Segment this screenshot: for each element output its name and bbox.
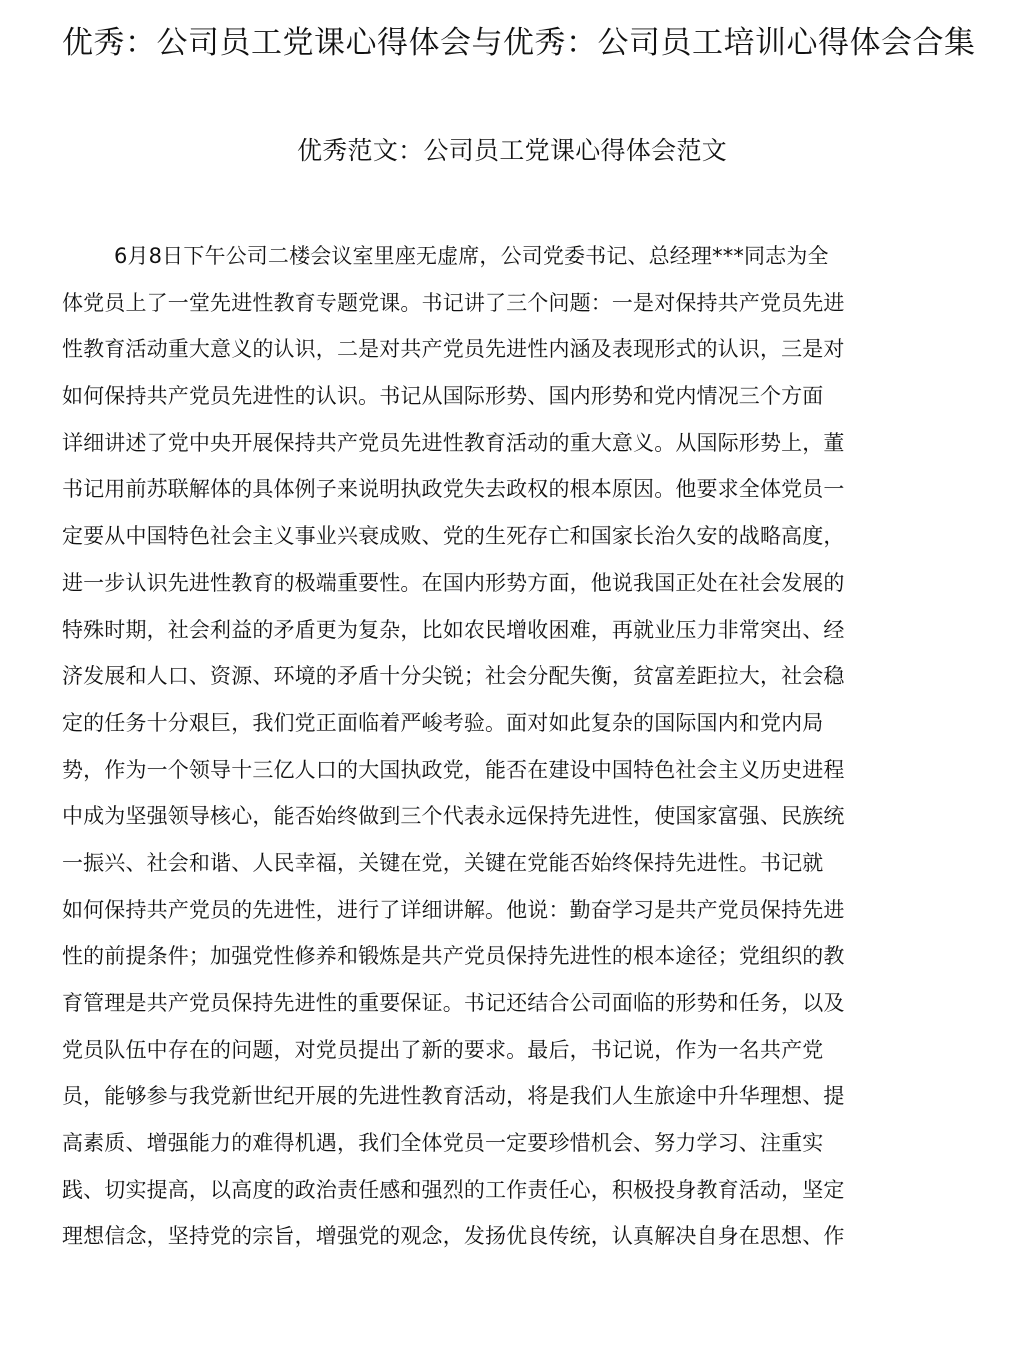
- paragraph-line: 如何保持共产党员的先进性，进行了详细讲解。他说：勤奋学习是共产党员保持先进: [62, 897, 845, 922]
- paragraph-line: 定的任务十分艰巨，我们党正面临着严峻考验。面对如此复杂的国际国内和党内局: [62, 710, 824, 735]
- paragraph-line: 一振兴、社会和谐、人民幸福，关键在党，关键在党能否始终保持先进性。书记就: [62, 850, 824, 875]
- document-title: 优秀：公司员工党课心得体会与优秀：公司员工培训心得体会合集: [62, 25, 976, 61]
- body-paragraph: [62, 233, 942, 1260]
- section-title: 优秀范文：公司员工党课心得体会范文: [296, 136, 728, 165]
- paragraph-line: 性教育活动重大意义的认识，二是对共产党员先进性内涵及表现形式的认识，三是对: [62, 337, 845, 362]
- paragraph-line: 济发展和人口、资源、环境的矛盾十分尖锐；社会分配失衡，贫富差距拉大，社会稳: [62, 664, 845, 689]
- paragraph-line: 6月8日下午公司二楼会议室里座无虚席，公司党委书记、总经理***同志为全: [114, 244, 829, 268]
- paragraph-line: 践、切实提高，以高度的政治责任感和强烈的工作责任心，积极投身教育活动，坚定: [62, 1177, 845, 1202]
- paragraph-line: 势，作为一个领导十三亿人口的大国执政党，能否在建设中国特色社会主义历史进程: [62, 757, 845, 782]
- paragraph-line: 理想信念，坚持党的宗旨，增强党的观念，发扬优良传统，认真解决自身在思想、作: [62, 1224, 845, 1249]
- paragraph-line: 育管理是共产党员保持先进性的重要保证。书记还结合公司面临的形势和任务，以及: [62, 991, 845, 1015]
- paragraph-line: 高素质、增强能力的难得机遇，我们全体党员一定要珍惜机会、努力学习、注重实: [62, 1131, 824, 1156]
- paragraph-line: 如何保持共产党员先进性的认识。书记从国际形势、国内形势和党内情况三个方面: [62, 384, 824, 409]
- paragraph-line: 体党员上了一堂先进性教育专题党课。书记讲了三个问题：一是对保持共产党员先进: [62, 290, 845, 315]
- paragraph-line: 特殊时期，社会利益的矛盾更为复杂，比如农民增收困难，再就业压力非常突出、经: [62, 617, 845, 642]
- paragraph-line: 员，能够参与我党新世纪开展的先进性教育活动，将是我们人生旅途中升华理想、提: [62, 1084, 845, 1109]
- paragraph-line: 定要从中国特色社会主义事业兴衰成败、党的生死存亡和国家长治久安的战略高度，: [62, 524, 845, 549]
- paragraph-line: 书记用前苏联解体的具体例子来说明执政党失去政权的根本原因。他要求全体党员一: [62, 477, 845, 502]
- paragraph-line: 中成为坚强领导核心，能否始终做到三个代表永远保持先进性，使国家富强、民族统: [62, 804, 845, 829]
- paragraph-line: 进一步认识先进性教育的极端重要性。在国内形势方面，他说我国正处在社会发展的: [62, 570, 845, 595]
- paragraph-line: 详细讲述了党中央开展保持共产党员先进性教育活动的重大意义。从国际形势上，董: [62, 430, 845, 455]
- paragraph-line: 性的前提条件；加强党性修养和锻炼是共产党员保持先进性的根本途径；党组织的教: [62, 944, 845, 969]
- paragraph-line: 党员队伍中存在的问题，对党员提出了新的要求。最后，书记说，作为一名共产党: [62, 1037, 824, 1062]
